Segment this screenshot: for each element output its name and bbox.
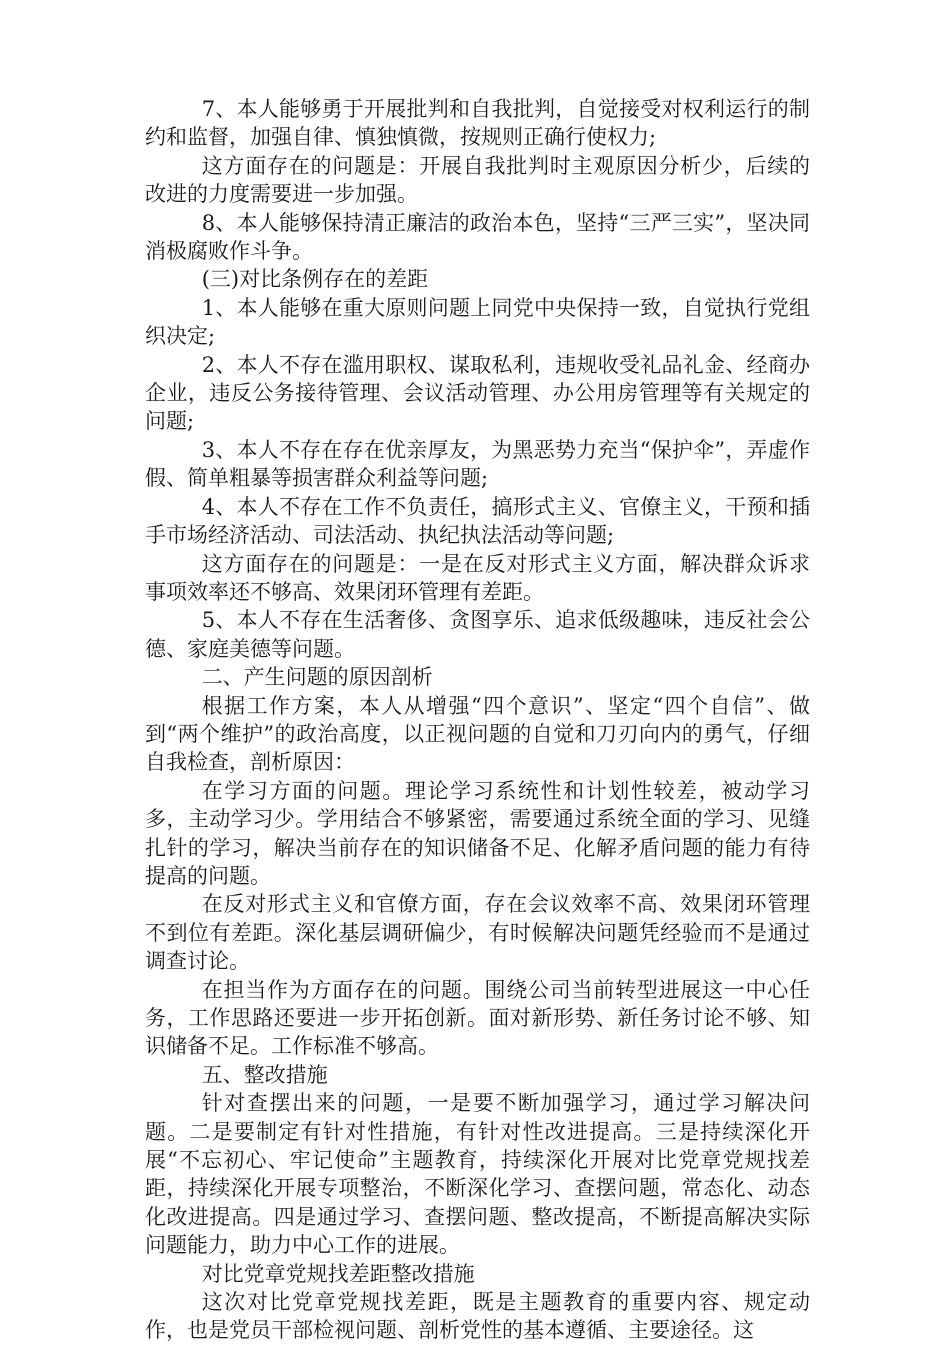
paragraph-2: 这方面存在的问题是：开展自我批判时主观原因分析少，后续的改进的力度需要进一步加强。 (145, 153, 810, 207)
paragraph-6: 2、本人不存在滥用职权、谋取私利，违规收受礼品礼金、经商办企业，违反公务接待管理、会议活动管理、办公用房管理等有关规定的问题; (145, 352, 810, 434)
paragraph-12: 根据工作方案，本人从增强“四个意识”、坚定“四个自信”、做到“两个维护”的政治高度，以正视问题的自觉和刀刃向内的勇气，仔细自我检查，剖析原因： (145, 693, 810, 775)
paragraph-7: 3、本人不存在存在优亲厚友，为黑恶势力充当“保护伞”，弄虚作假、简单粗暴等损害群众利益等问题; (145, 437, 810, 491)
paragraph-5: 1、本人能够在重大原则问题上同党中央保持一致，自觉执行党组织决定; (145, 295, 810, 349)
paragraph-15: 在担当作为方面存在的问题。围绕公司当前转型进展这一中心任务，工作思路还要进一步开拓创新。面对新形势、新任务讨论不够、知识储备不足。工作标准不够高。 (145, 977, 810, 1059)
paragraph-3: 8、本人能够保持清正廉洁的政治本色，坚持“三严三实”，坚决同消极腐败作斗争。 (145, 210, 810, 264)
paragraph-13: 在学习方面的问题。理论学习系统性和计划性较差，被动学习多，主动学习少。学用结合不够紧密，需要通过系统全面的学习、见缝扎针的学习，解决当前存在的知识储备不足、化解矛盾问题的能力有待提高的问题。 (145, 778, 810, 888)
paragraph-14: 在反对形式主义和官僚方面，存在会议效率不高、效果闭环管理不到位有差距。深化基层调研偏少，有时候解决问题凭经验而不是通过调查讨论。 (145, 892, 810, 974)
paragraph-10: 5、本人不存在生活奢侈、贪图享乐、追求低级趣味，违反社会公德、家庭美德等问题。 (145, 608, 810, 661)
section-heading-2: 二、产生问题的原因剖析 (201, 665, 433, 690)
subheading-rectification: 对比党章党规找差距整改措施 (201, 1261, 475, 1286)
paragraph-17: 针对查摆出来的问题，一是要不断加强学习，通过学习解决问题。二是要制定有针对性措施，有针对性改进提高。三是持续深化开展“不忘初心、牢记使命”主题教育，持续深化开展对比党章党规找差距，持续深化开展专项整治，不断深化学习、查摆问题，常态化、动态化改进提高。四是通过学习、查摆问题、整改提高，不断提高解决实际问题能力，助力中心工作的进展。 (145, 1091, 810, 1258)
paragraph-19: 这次对比党章党规找差距，既是主题教育的重要内容、规定动作，也是党员干部检视问题、剖析党性的基本遵循、主要途径。这 (145, 1290, 810, 1343)
paragraph-8: 4、本人不存在工作不负责任，搞形式主义、官僚主义，干预和插手市场经济活动、司法活动、执纪执法活动等问题; (145, 494, 810, 548)
paragraph-9: 这方面存在的问题是：一是在反对形式主义方面，解决群众诉求事项效率还不够高、效果闭环管理有差距。 (145, 551, 810, 604)
paragraph-1: 7、本人能够勇于开展批判和自我批判，自觉接受对权利运行的制约和监督，加强自律、慎独慎微，按规则正确行使权力; (145, 97, 810, 150)
document-body (145, 95, 810, 1345)
section-heading-3: (三)对比条例存在的差距 (201, 267, 429, 292)
section-heading-5: 五、整改措施 (201, 1062, 328, 1087)
